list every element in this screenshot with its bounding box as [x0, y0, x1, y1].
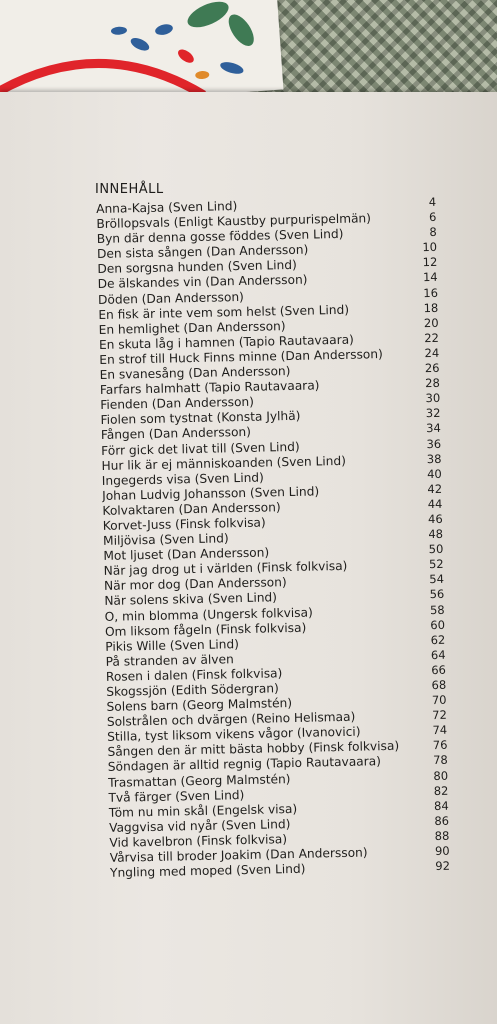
- toc-entry-page: 80: [433, 768, 449, 783]
- toc-entry-page: 58: [429, 602, 445, 617]
- toc-entry-page: 88: [434, 828, 450, 843]
- toc-entry-page: 72: [432, 707, 447, 723]
- toc-entry-title: Pikis Wille (Sven Lind): [105, 636, 240, 654]
- toc-entry-page: 82: [433, 783, 449, 798]
- toc-entry-page: 28: [425, 375, 441, 391]
- toc-entry-title: Den sorgsna hunden (Sven Lind): [97, 258, 297, 277]
- toc-entry-page: 50: [428, 541, 444, 557]
- toc-entry-page: 54: [429, 572, 445, 587]
- toc-entry-title: Bröllopsvals (Enligt Kaustby purpurispelmän): [96, 211, 372, 232]
- toc-entry-page: 70: [431, 692, 447, 708]
- toc-entry-page: 36: [426, 436, 442, 451]
- toc-entry-title: Byn där denna gosse föddes (Sven Lind): [96, 227, 344, 247]
- toc-entry-title: Miljövisa (Sven Lind): [102, 531, 229, 548]
- toc-entry-title: En hemlighet (Dan Andersson): [98, 318, 286, 337]
- toc-entry-page: 6: [428, 209, 437, 225]
- toc-entry-title: Farfars halmhatt (Tapio Rautavaara): [99, 378, 320, 398]
- toc-entry-title: Anna-Kajsa (Sven Lind): [96, 199, 238, 216]
- toc-entry-title: Solens barn (Georg Malmstén): [106, 696, 293, 714]
- toc-entry-title: Rosen i dalen (Finsk folkvisa): [105, 666, 283, 684]
- toc-entry-page: 48: [428, 526, 444, 542]
- toc-entry-page: 66: [431, 662, 447, 677]
- toc-entry-page: 40: [426, 466, 442, 481]
- toc-entry-title: Hur lik är ej människoanden (Sven Lind): [101, 453, 347, 473]
- toc-entry-page: 92: [435, 858, 451, 874]
- toc-entry-title: Yngling med moped (Sven Lind): [109, 861, 306, 880]
- toc-entry-title: Stilla, tyst liksom vikens vågor (Ivanovici): [107, 724, 361, 745]
- toc-entry-title: Förr gick det livat till (Sven Lind): [101, 439, 300, 458]
- toc-entry-page: 22: [424, 330, 440, 345]
- toc-entry-title: Skogssjön (Edith Södergran): [106, 681, 279, 699]
- toc-entry-page: 46: [427, 511, 443, 527]
- table-of-contents: [96, 195, 450, 881]
- toc-entry-title: Solstrålen och dvärgen (Reino Helismaa): [106, 709, 356, 730]
- toc-entry-page: 20: [423, 315, 439, 330]
- toc-entry-page: 44: [427, 496, 443, 511]
- toc-entry-title: Trasmattan (Georg Malmstén): [108, 771, 291, 790]
- toc-entry-title: På stranden av älven: [105, 652, 234, 669]
- toc-entry-title: Fången (Dan Andersson): [100, 425, 252, 443]
- toc-entry-page: 26: [424, 360, 440, 376]
- toc-entry-title: En svanesång (Dan Andersson): [99, 363, 291, 382]
- toc-entry-title: De älskandes vin (Dan Andersson): [97, 273, 308, 292]
- toc-entry-title: Töm nu min skål (Engelsk visa): [108, 801, 298, 820]
- toc-entry-title: Fienden (Dan Andersson): [100, 394, 255, 413]
- toc-entry-title: Vaggvisa vid nyår (Sven Lind): [108, 816, 291, 835]
- toc-entry-title: En fisk är inte vem som helst (Sven Lind): [98, 302, 350, 322]
- toc-entry-page: 30: [425, 391, 441, 406]
- toc-entry-page: 52: [428, 557, 444, 572]
- toc-entry-page: 76: [432, 738, 448, 753]
- toc-entry-title: Vid kavelbron (Finsk folkvisa): [109, 832, 288, 850]
- toc-entry-title: Ingegerds visa (Sven Lind): [101, 470, 264, 488]
- toc-entry-page: 90: [434, 843, 450, 859]
- toc-entry-title: Kolvaktaren (Dan Andersson): [102, 500, 281, 518]
- toc-entry-title: Korvet-Juss (Finsk folkvisa): [102, 515, 266, 533]
- toc-entry-page: 34: [426, 421, 441, 436]
- toc-entry-title: Sången den är mitt bästa hobby (Finsk folkvisa): [107, 739, 400, 760]
- toc-entry-page: 78: [432, 753, 448, 768]
- toc-entry-page: 18: [423, 300, 439, 315]
- toc-heading: INNEHÅLL: [95, 182, 164, 197]
- toc-entry-title: När mor dog (Dan Andersson): [103, 575, 287, 594]
- toc-entry-page: 32: [425, 406, 441, 421]
- toc-entry-page: 42: [427, 481, 443, 496]
- toc-entry-page: 68: [431, 677, 447, 693]
- toc-entry-page: 12: [422, 255, 438, 270]
- toc-entry-title: En skuta låg i hamnen (Tapio Rautavaara): [98, 332, 355, 352]
- toc-entry-page: 38: [426, 451, 442, 466]
- toc-entry-page: 8: [429, 225, 437, 240]
- toc-entry-title: Mot ljuset (Dan Andersson): [103, 545, 270, 564]
- toc-entry-title: Den sista sången (Dan Andersson): [96, 242, 309, 262]
- background-fabric: [250, 0, 497, 100]
- toc-entry-page: 64: [430, 647, 446, 662]
- toc-entry-title: Två färger (Sven Lind): [108, 787, 245, 805]
- toc-entry-page: 4: [428, 194, 437, 210]
- toc-entry-page: 84: [433, 798, 449, 813]
- toc-entry-title: Döden (Dan Andersson): [97, 289, 244, 307]
- toc-entry-title: Om liksom fågeln (Finsk folkvisa): [104, 620, 307, 639]
- toc-entry-page: 60: [430, 617, 446, 632]
- toc-entry-page: 56: [429, 587, 445, 602]
- toc-entry-page: 10: [422, 240, 438, 255]
- toc-entry-page: 16: [423, 285, 439, 300]
- toc-entry-title: O, min blomma (Ungersk folkvisa): [104, 605, 313, 624]
- toc-entry-title: En strof till Huck Finns minne (Dan Andersson): [99, 346, 383, 367]
- toc-entry-title: Johan Ludvig Johansson (Sven Lind): [102, 484, 320, 503]
- toc-entry-page: 86: [434, 813, 450, 828]
- toc-entry-title: Vårvisa till broder Joakim (Dan Andersson): [109, 845, 368, 865]
- toc-entry-page: 74: [432, 723, 448, 738]
- toc-entry-title: När solens skiva (Sven Lind): [104, 590, 278, 609]
- toc-entry-page: 62: [430, 632, 446, 647]
- toc-entry-page: 14: [422, 270, 438, 285]
- toc-entry-title: Fiolen som tystnat (Konsta Jylhä): [100, 409, 301, 428]
- toc-entry-title: Söndagen är alltid regnig (Tapio Rautavaara): [107, 754, 382, 775]
- toc-entry-page: 24: [424, 345, 440, 361]
- toc-entry-title: När jag drog ut i världen (Finsk folkvisa): [103, 559, 348, 579]
